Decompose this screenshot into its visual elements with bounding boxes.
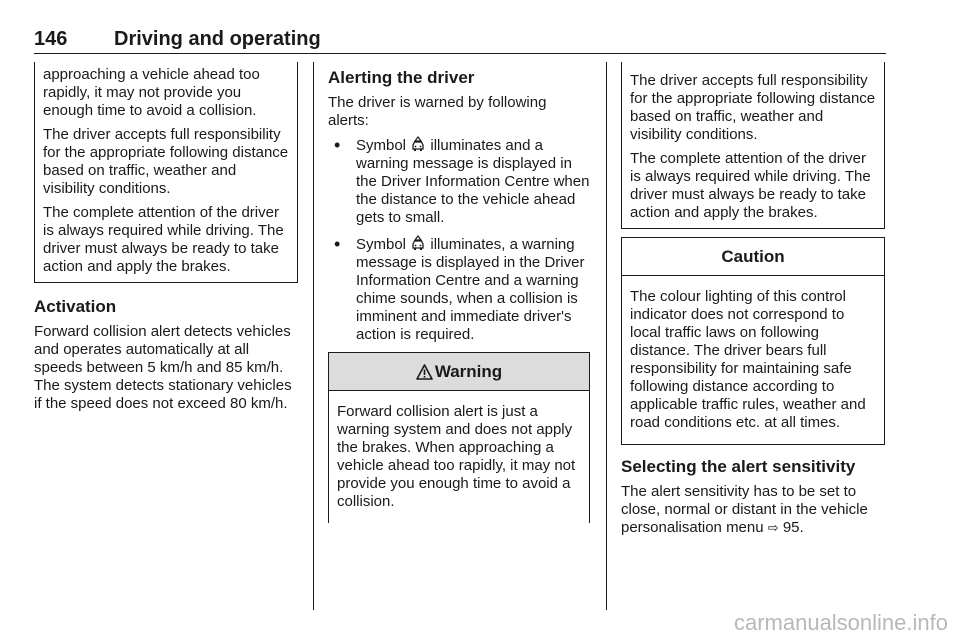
alert-text-before: Symbol [356,236,407,253]
continued-text: The complete attention of the driver is always required while driving. The driver must always be ready to take action and apply the brakes. [43,204,284,275]
bullet: • [334,135,341,155]
alert-text-after: illuminates and a warning message is displayed in the Driver Information Centre when the distance to the vehicle ahead gets to small. [356,137,590,226]
alerts-list [328,136,590,344]
page-number: 146 [34,28,68,50]
sensitivity-text: The alert sensitivity has to be set to close, normal or distant in the vehicle personalisation menu [621,483,868,536]
warning-triangle-icon [416,364,433,380]
caution-text: The colour lighting of this control indicator does not correspond to local traffic laws on following distance. The driver bears full responsibility for maintaining safe following distance according to applicable traffic rules, weather and road conditions etc. at all times. [630,288,866,431]
forward-collision-car-icon [410,136,426,152]
warning-box-header [329,353,589,391]
alerting-intro: The driver is warned by following alerts: [328,94,547,129]
sensitivity-text-paragraph [621,483,885,537]
page-header [34,26,886,54]
warning-box [328,352,590,523]
warning-box-body [329,391,589,523]
alert-text-before: Symbol [356,137,407,154]
continued-warning-box [621,62,885,229]
alerting-heading: Alerting the driver [328,68,475,87]
warning-text: Forward collision alert is just a warning system and does not apply the brakes. When approaching a vehicle ahead too rapidly, it may not provide you enough time to avoid a collision. [337,403,576,510]
page-reference-arrow-icon: ⇨ [767,520,779,535]
continued-text: approaching a vehicle ahead too rapidly, it may not provide you enough time to avoid a collision. [43,66,260,119]
caution-box [621,237,885,445]
caution-title: Caution [721,246,785,266]
right-column [621,62,885,543]
continued-warning-box [34,62,298,283]
continued-text: The driver accepts full responsibility for the appropriate following distance based on traffic, weather and visibility conditions. [630,72,876,143]
bullet: • [334,234,341,254]
watermark: carmanualsonline.info [733,610,948,635]
caution-box-body [622,276,884,444]
continued-text: The driver accepts full responsibility for the appropriate following distance based on traffic, weather and visibility conditions. [43,126,289,197]
left-column [34,62,298,419]
section-title: Driving and operating [114,28,321,50]
column-divider-right [606,62,607,610]
list-item [328,235,590,344]
activation-text: Forward collision alert detects vehicles and operates automatically at all speeds between 5 km/h and 85 km/h. The system detects stationary vehicles if the speed does not exceed 80 km/h. [34,323,292,412]
continued-text: The complete attention of the driver is always required while driving. The driver must always be ready to take action and apply the brakes. [630,150,871,221]
column-divider-left [313,62,314,610]
list-item [328,136,590,227]
activation-heading: Activation [34,297,117,316]
sensitivity-heading: Selecting the alert sensitivity [621,457,856,476]
warning-title: Warning [434,361,503,381]
alert-text-after: illuminates, a warning message is displayed in the Driver Information Centre and a warning chime sounds, when a collision is imminent and immediate driver's action is required. [356,236,585,343]
forward-collision-car-icon [410,235,426,251]
middle-column [328,68,590,523]
page-reference-link[interactable]: 95. [782,519,804,536]
caution-box-header [622,238,884,276]
